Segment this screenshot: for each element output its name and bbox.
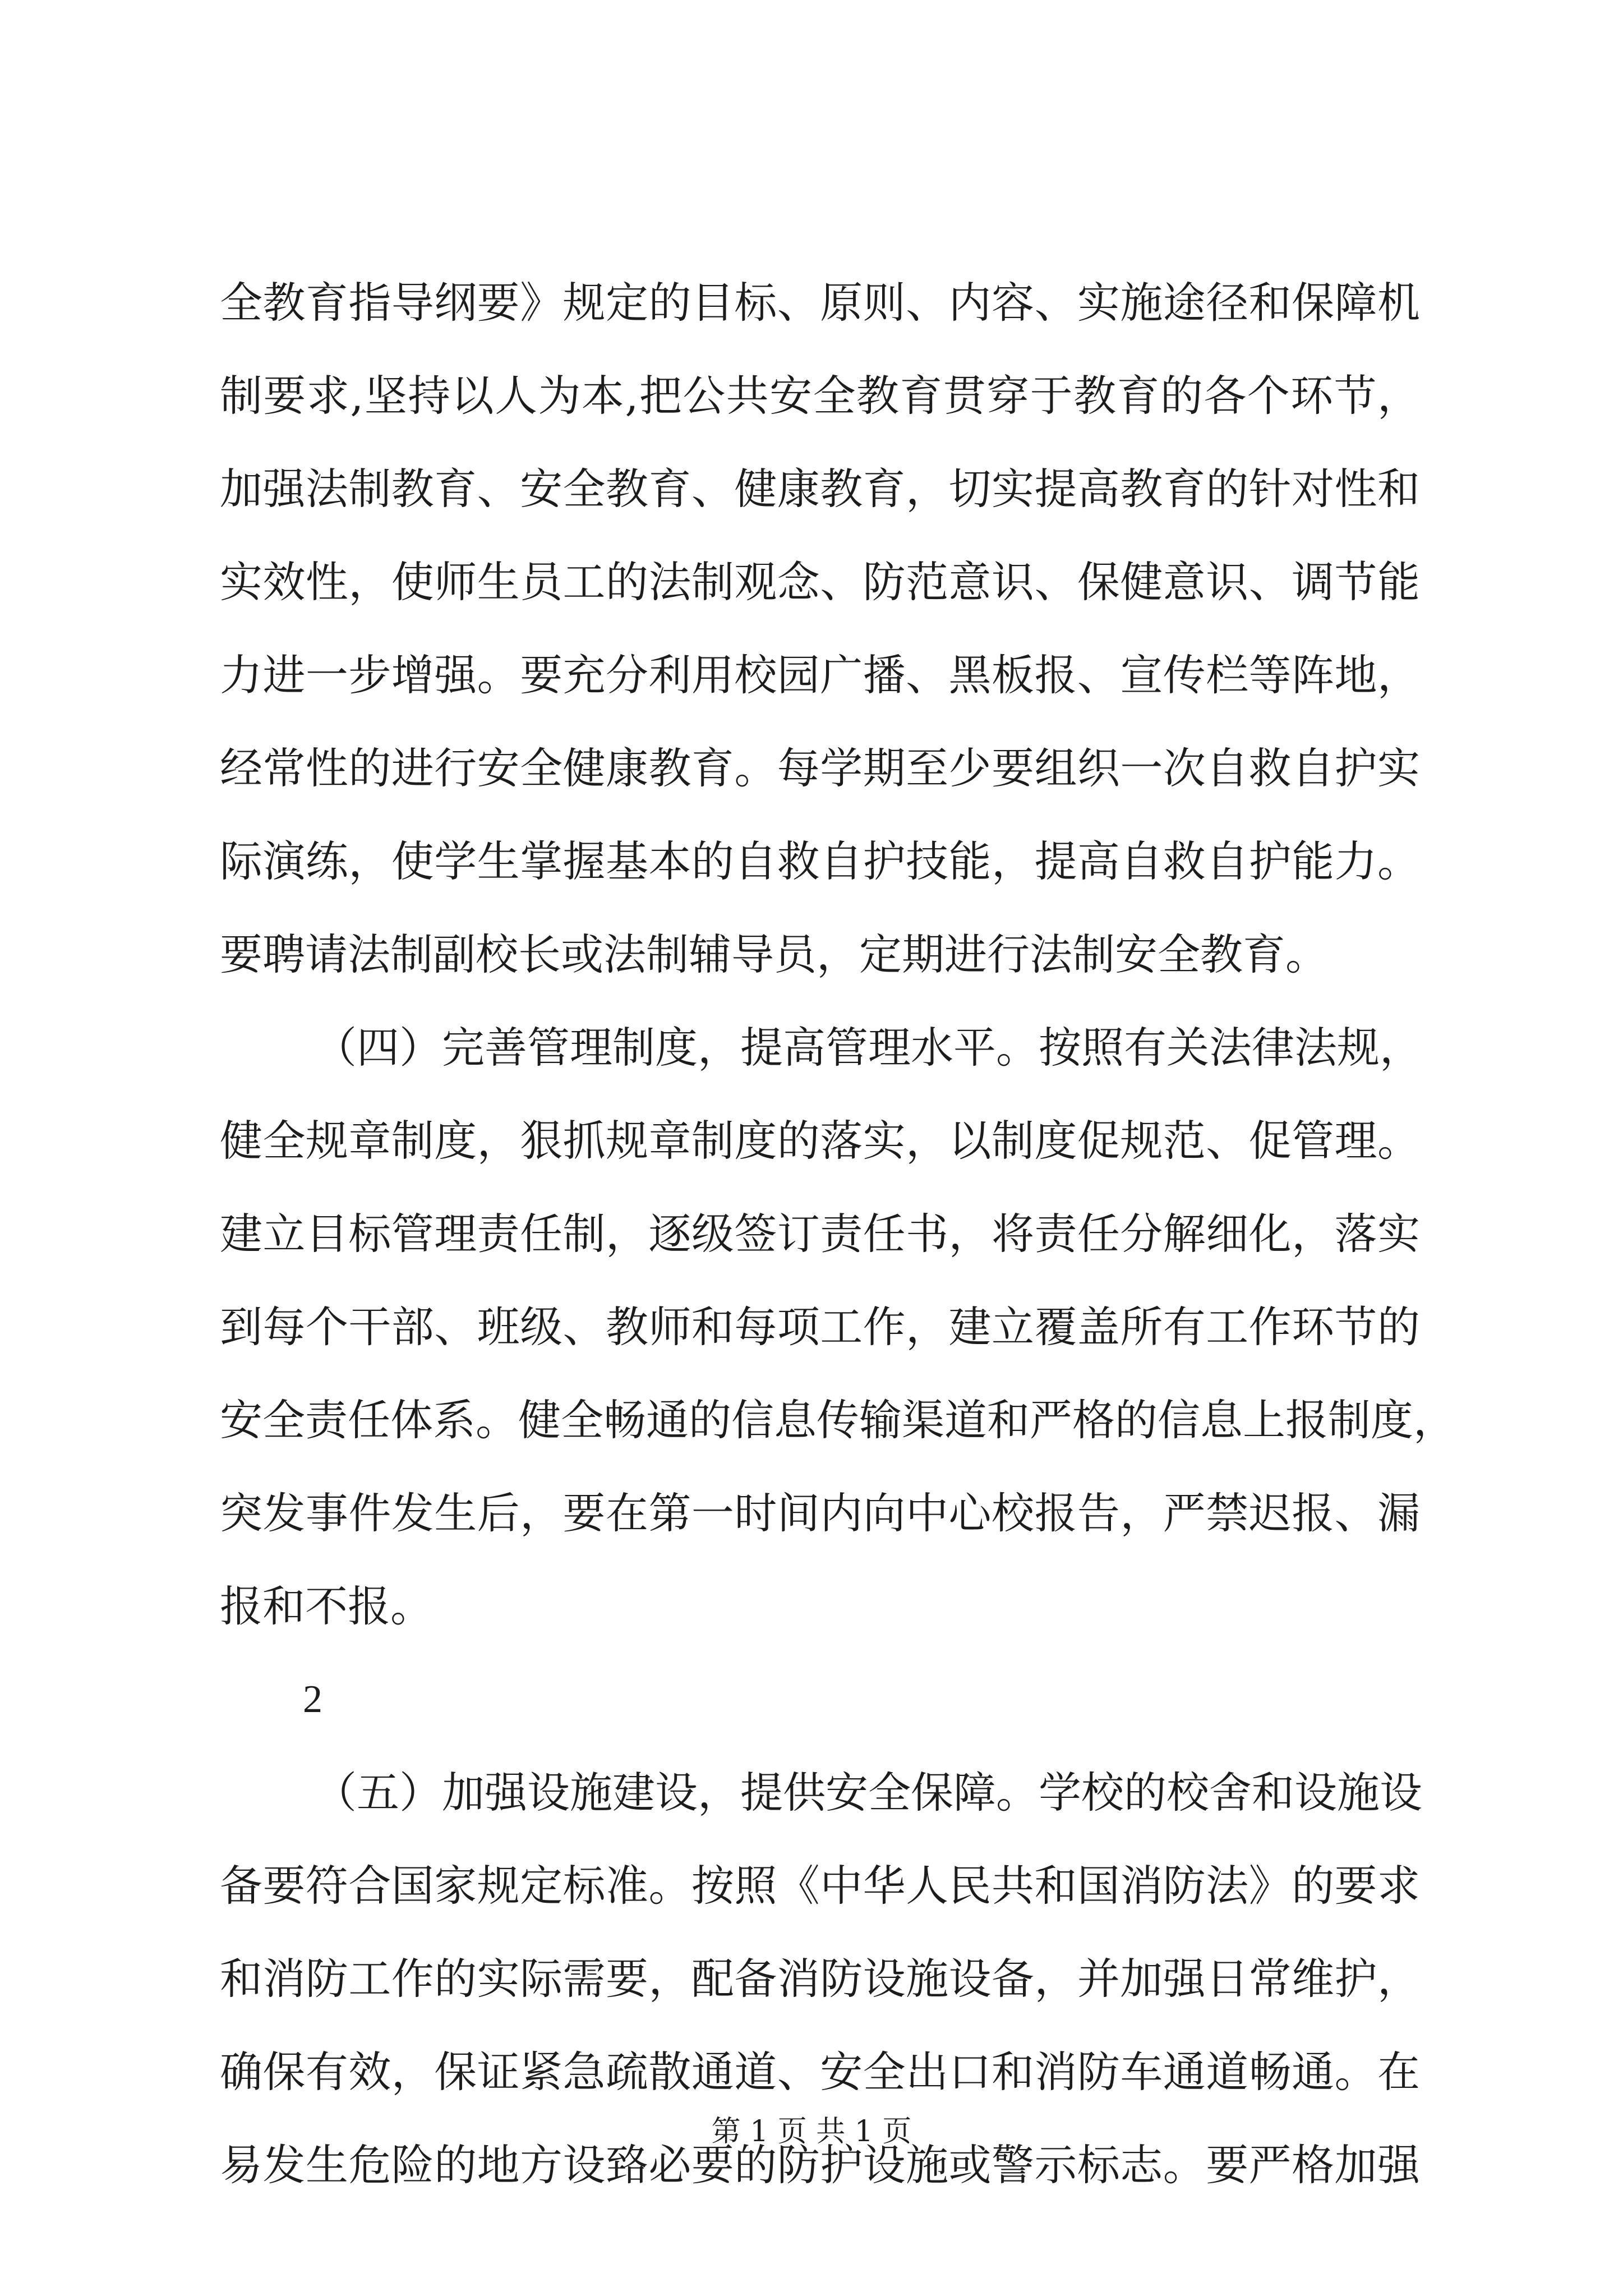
section-heading-line: （五）加强设施建设，提供安全保障。学校的校舍和设施设 [314,1768,1422,1818]
body-text-line: 备要符合国家规定标准。按照《中华人民共和国消防法》的要求 [220,1861,1420,1911]
body-text-line: 要聘请法制副校长或法制辅导员，定期进行法制安全教育。 [220,930,1328,979]
body-text-line: 经常性的进行安全健康教育。每学期至少要组织一次自救自护实 [220,743,1420,793]
body-text-line: 易发生危险的地方设臵必要的防护设施或警示标志。要严格加强 [220,2140,1420,2190]
body-text-line: 制要求,坚持以人为本,把公共安全教育贯穿于教育的各个环节， [220,371,1420,421]
body-text-line: 全教育指导纲要》规定的目标、原则、内容、实施途径和保障机 [220,278,1420,328]
body-text-line: 安全责任体系。健全畅通的信息传输渠道和严格的信息上报制度， [220,1395,1456,1445]
body-text-line: 报和不报。 [220,1581,433,1631]
body-text-line: 和消防工作的实际需要，配备消防设施设备，并加强日常维护， [220,1954,1420,2004]
body-text-line: 建立目标管理责任制，逐级签订责任书，将责任分解细化，落实 [220,1209,1420,1259]
section-heading-line: （四）完善管理制度，提高管理水平。按照有关法律法规， [314,1023,1422,1073]
body-text-line: 到每个干部、班级、教师和每项工作，建立覆盖所有工作环节的 [220,1302,1420,1352]
body-text-line: 力进一步增强。要充分利用校园广播、黑板报、宣传栏等阵地， [220,650,1420,700]
body-text-line: 加强法制教育、安全教育、健康教育，切实提高教育的针对性和 [220,464,1420,514]
body-text-line: 健全规章制度，狠抓规章制度的落实，以制度促规范、促管理。 [220,1116,1420,1166]
body-text-line: 实效性，使师生员工的法制观念、防范意识、保健意识、调节能 [220,557,1420,607]
inline-page-number: 2 [303,1678,322,1721]
body-text-line: 确保有效，保证紧急疏散通道、安全出口和消防车通道畅通。在 [220,2047,1420,2097]
body-text-line: 际演练，使学生掌握基本的自救自护技能，提高自救自护能力。 [220,836,1420,886]
page-footer: 第 1 页 共 1 页 [711,2115,912,2148]
body-text-line: 突发事件发生后，要在第一时间内向中心校报告，严禁迟报、漏 [220,1488,1420,1538]
